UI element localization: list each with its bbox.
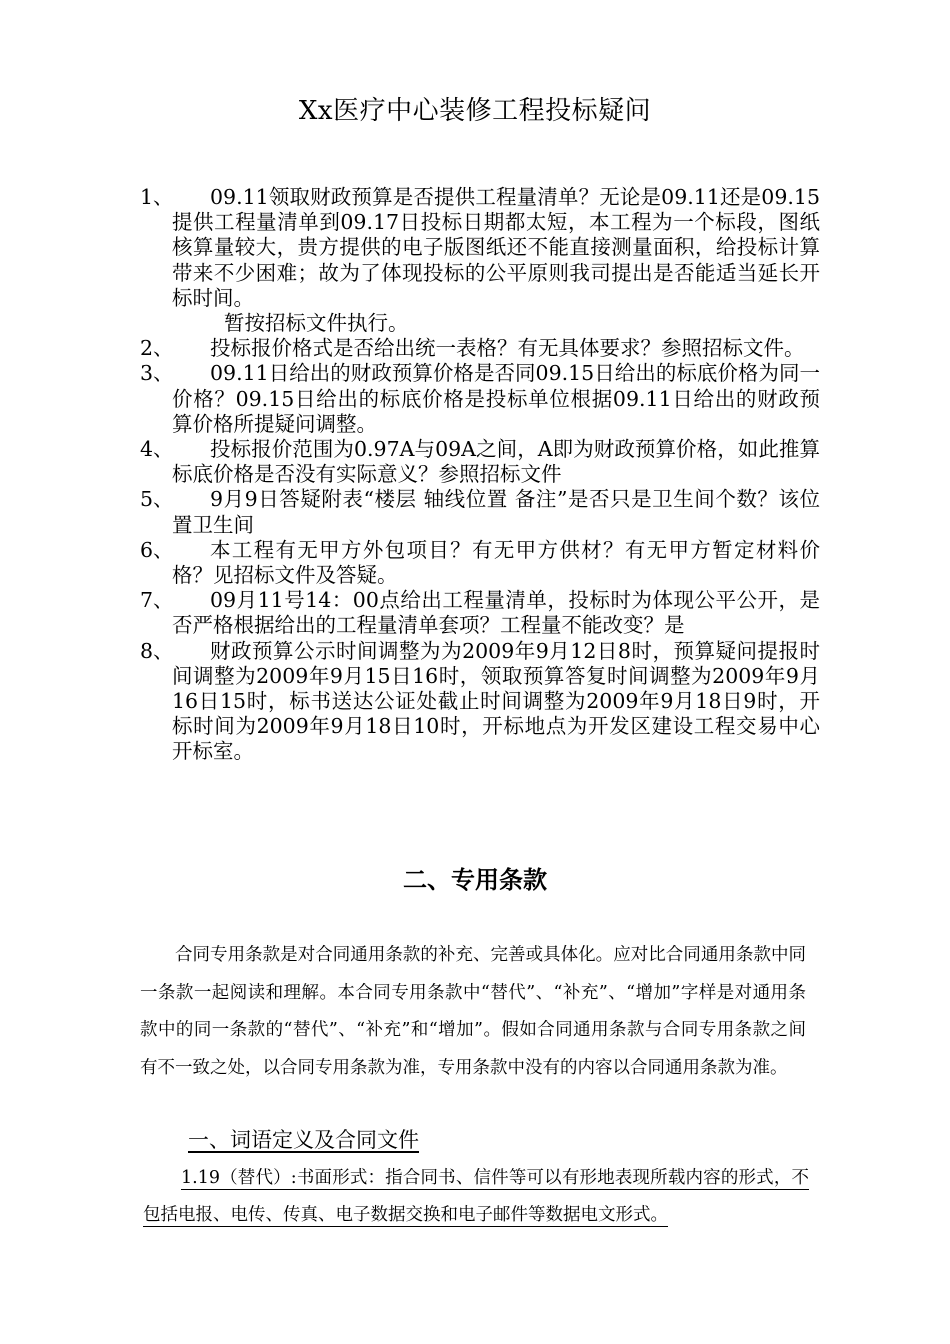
question-text: 9月9日答疑附表“楼层 轴线位置 备注”是否只是卫生间个数？该位置卫生间 <box>172 487 820 537</box>
question-answer: 暂按招标文件执行。 <box>224 311 409 336</box>
question-item-8 <box>140 639 820 765</box>
question-list <box>140 185 820 765</box>
question-text: 投标报价范围为0.97A与09A之间，A即为财政预算价格，如此推算标底价格是否没有实际意义？参照招标文件 <box>172 437 820 487</box>
question-item-5 <box>140 487 820 537</box>
document-title: Xx医疗中心装修工程投标疑问 <box>298 96 652 126</box>
question-item-1 <box>140 185 820 336</box>
clause-paragraph: 1.19（替代）:书面形式：指合同书、信件等可以有形地表现所载内容的形式，不包括电报、电传、传真、电子数据交换和电子邮件等数据电文形式。 <box>143 1168 809 1225</box>
question-item-6 <box>140 538 820 588</box>
question-item-7 <box>140 588 820 638</box>
question-number: 6、 <box>140 537 174 562</box>
question-text: 投标报价格式是否给出统一表格？有无具体要求？参照招标文件。 <box>210 336 805 361</box>
question-number: 2、 <box>140 336 174 361</box>
question-item-3 <box>140 361 820 437</box>
intro-paragraph: 合同专用条款是对合同通用条款的补充、完善或具体化。应对比合同通用条款中同一条款一起阅读和理解。本合同专用条款中“替代”、“补充”、“增加”字样是对通用条款中的同一条款的“替代”、“补充”和“增加”。假如合同通用条款与合同专用条款之间有不一致之处，以合同专用条款为准，专用条款中没有的内容以合同通用条款为准。 <box>140 945 806 1078</box>
question-item-4 <box>140 437 820 487</box>
question-text: 09.11领取财政预算是否提供工程量清单？无论是09.11还是09.15提供工程量清单到09.17日投标日期都太短，本工程为一个标段，图纸核算量较大，贵方提供的电子版图纸还不能直接测量面积，给投标计算带来不少困难；故为了体现投标的公平原则我司提出是否能适当延长开标时间。 <box>172 185 820 310</box>
question-text: 09.11日给出的财政预算价格是否同09.15日给出的标底价格为同一价格？09.15日给出的标底价格是投标单位根据09.11日给出的财政预算价格所提疑问调整。 <box>172 361 820 436</box>
question-number: 1、 <box>140 185 174 209</box>
section-heading: 二、专用条款 <box>403 866 547 894</box>
question-number: 7、 <box>140 588 174 613</box>
question-text: 09月11号14：00点给出工程量清单，投标时为体现公平公开，是否严格根据给出的工程量清单套项？工程量不能改变？是 <box>172 588 820 638</box>
question-number: 5、 <box>140 487 174 512</box>
question-text: 财政预算公示时间调整为为2009年9月12日8时，预算疑问提报时间调整为2009年9月15日16时，领取预算答复时间调整为2009年9月16日15时，标书送达公证处截止时间调整为2009年9月18日9时，开标时间为2009年9月18日10时，开标地点为开发区建设工程交易中心开标室。 <box>172 638 820 764</box>
question-number: 3、 <box>140 361 174 386</box>
question-number: 4、 <box>140 437 174 462</box>
question-text: 本工程有无甲方外包项目？有无甲方供材？有无甲方暂定材料价格？见招标文件及答疑。 <box>172 537 820 588</box>
question-number: 8、 <box>140 638 174 663</box>
sub-heading: 一、词语定义及合同文件 <box>188 1128 419 1152</box>
question-item-2 <box>140 336 820 361</box>
